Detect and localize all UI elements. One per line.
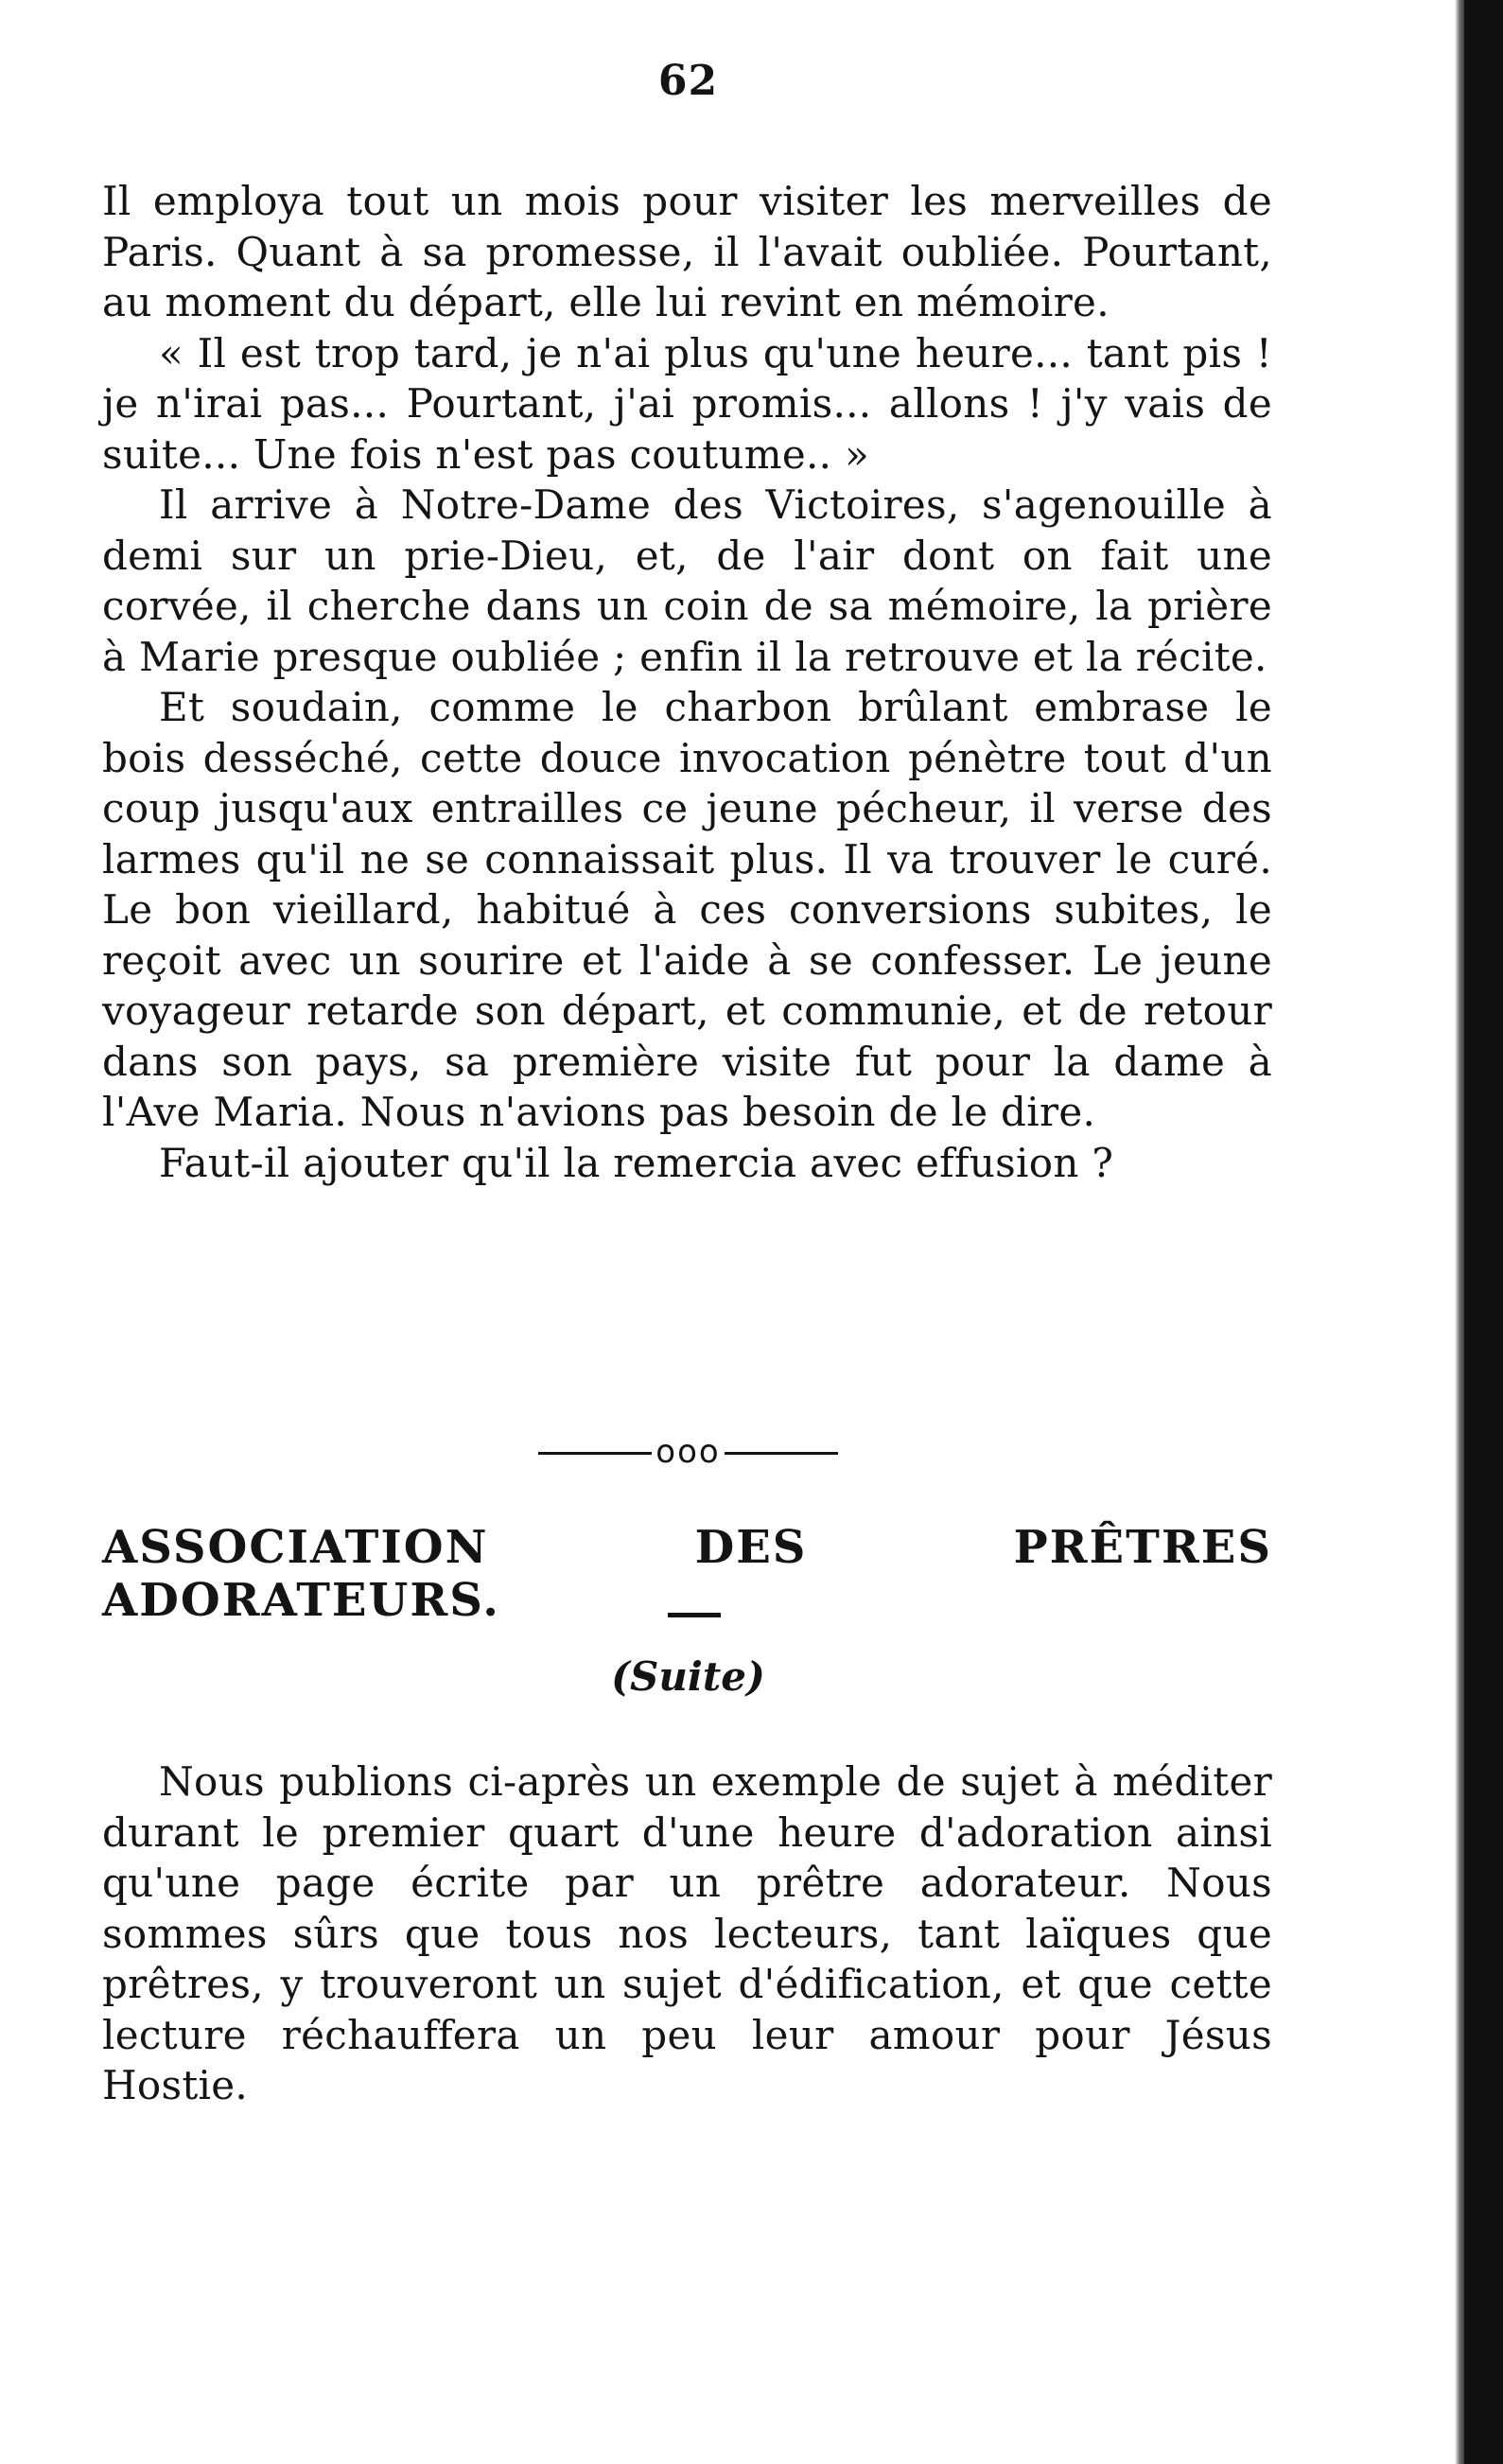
paragraph: « Il est trop tard, je n'ai plus qu'une heure... tant pis ! je n'irai pas... Pourtant, j'ai promis... allons ! j'y vais de suite... Une fois n'est pas coutume.. » <box>102 329 1272 478</box>
page-number: 62 <box>657 57 719 105</box>
paragraph: Et soudain, comme le charbon brûlant embrase le bois desséché, cette douce invocation pénètre tout d'un coup jusqu'aux entrailles ce jeune pécheur, il verse des larmes qu'il ne se connaissait plus. Il va trouver le curé. Le bon vieillard, habitué à ces conversions subites, le reçoit avec un sourire et l'aide à se confesser. Le jeune voyageur retarde son départ, et communie, et de retour dans son pays, sa première visite fut pour la dame à l'Ave Maria. Nous n'avions pas besoin de le dire. <box>102 684 1272 1135</box>
section-heading: ASSOCIATION DES PRÊTRES ADORATEURS. <box>102 1521 1272 1627</box>
section-separator <box>0 1433 1376 1471</box>
association-text <box>102 1756 1272 2111</box>
paragraph: Nous publions ci-après un exemple de sujet à méditer durant le premier quart d'une heure d'adoration ainsi qu'une page écrite par un prêtre adorateur. Nous sommes sûrs que tous nos lecteurs, tant laïques que prêtres, y trouveront un sujet d'édification, et que cette lecture réchauffera un peu leur amour pour Jésus Hostie. <box>102 1758 1272 2108</box>
section-subtitle: (Suite) <box>611 1653 765 1700</box>
binding-edge <box>1464 0 1503 2464</box>
paragraph: Il employa tout un mois pour visiter les merveilles de Paris. Quant à sa promesse, il l'avait oubliée. Pourtant, au moment du départ, elle lui revint en mémoire. <box>102 178 1272 325</box>
paragraph: Faut-il ajouter qu'il la remercia avec effusion ? <box>159 1139 1114 1186</box>
separator-line-left <box>538 1452 652 1455</box>
separator-ornament: ooo <box>655 1433 721 1471</box>
heading-rule <box>668 1613 721 1617</box>
story-text <box>102 176 1272 1188</box>
paragraph: Il arrive à Notre-Dame des Victoires, s'agenouille à demi sur un prie-Dieu, et, de l'air dont on fait une corvée, il cherche dans un coin de sa mémoire, la prière à Marie presque oubliée ; enfin il la retrouve et la récite. <box>102 481 1272 680</box>
separator-line-right <box>725 1452 838 1455</box>
